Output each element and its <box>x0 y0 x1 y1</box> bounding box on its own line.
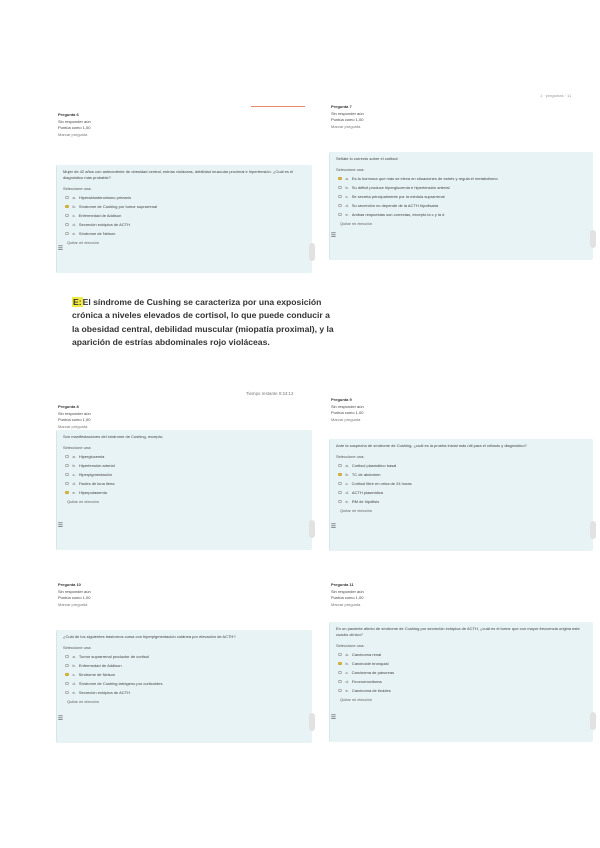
option-text: Cortisol libre en orina de 24 horas <box>351 481 412 486</box>
answer-option[interactable] <box>65 470 312 479</box>
question-status: Sin responder aún <box>58 118 91 124</box>
clear-choice-link[interactable]: Quitar mi elección <box>340 697 373 702</box>
question-points: Puntúa como 1,00 <box>58 595 91 601</box>
radio-button[interactable] <box>65 232 69 236</box>
question-10-screenshot <box>56 582 312 743</box>
option-text: Secreción ectópica de ACTH <box>78 222 130 227</box>
answer-option[interactable] <box>338 479 593 488</box>
answer-option[interactable] <box>338 192 593 201</box>
radio-button[interactable] <box>338 689 342 693</box>
option-letter: d. <box>345 203 349 208</box>
radio-button[interactable] <box>65 682 69 686</box>
question-6-screenshot <box>56 112 312 273</box>
option-text: Hiperglucemia <box>78 454 105 459</box>
question-title: Pregunta 9 <box>331 397 352 402</box>
option-letter: a. <box>345 652 349 657</box>
answer-option[interactable] <box>338 497 593 506</box>
clear-choice-link[interactable]: Quitar mi elección <box>67 699 100 704</box>
clear-choice-link[interactable]: Quitar mi elección <box>67 240 100 245</box>
radio-button[interactable] <box>338 491 342 495</box>
question-text: Señale lo correcto sobre el cortisol: <box>336 156 399 161</box>
flag-question-link[interactable]: Marcar pregunta <box>331 601 361 607</box>
option-text: Se secreta principalmente por la médula suprarrenal <box>351 194 445 199</box>
option-letter: a. <box>72 454 76 459</box>
question-meta <box>329 397 593 423</box>
radio-button[interactable] <box>338 653 342 657</box>
question-title: Pregunta 11 <box>331 582 354 587</box>
option-letter: b. <box>72 204 76 209</box>
question-title: Pregunta 10 <box>58 582 81 587</box>
question-meta <box>56 582 312 608</box>
option-text: Tumor suprarrenal productor de cortisol <box>78 654 149 659</box>
option-text: Secreción ectópica de ACTH <box>78 690 130 695</box>
answer-option[interactable] <box>338 686 593 695</box>
list-icon[interactable]: ☰ <box>330 524 337 530</box>
radio-button[interactable] <box>338 186 342 190</box>
answer-option[interactable] <box>65 688 312 697</box>
select-label: Seleccione una: <box>336 454 365 459</box>
option-text: Carcinoma renal <box>351 652 382 657</box>
answer-option[interactable] <box>65 670 312 679</box>
question-box <box>329 439 593 551</box>
option-letter: b. <box>72 463 76 468</box>
explanation-text: El síndrome de Cushing se caracteriza por una exposición crónica a niveles elevados de cortisol, lo que puede conducir a la obesidad central, debilidad muscular (miopatía proximal), y la aparición de estrías abdominales rojo violáceas. <box>72 297 334 347</box>
radio-button[interactable] <box>65 664 69 668</box>
radio-button[interactable] <box>338 482 342 486</box>
select-label: Seleccione una: <box>63 186 92 191</box>
option-letter: d. <box>345 679 349 684</box>
select-label: Seleccione una: <box>336 643 365 648</box>
radio-button[interactable] <box>338 500 342 504</box>
select-label: Seleccione una: <box>63 445 92 450</box>
radio-button[interactable] <box>338 671 342 675</box>
option-letter: e. <box>345 688 349 693</box>
radio-button[interactable] <box>338 473 342 477</box>
question-7-screenshot <box>329 104 593 260</box>
answer-option[interactable] <box>338 650 593 659</box>
radio-button[interactable] <box>65 214 69 218</box>
flag-question-link[interactable]: Marcar pregunta <box>331 416 361 422</box>
radio-button[interactable] <box>338 204 342 208</box>
option-letter: b. <box>72 663 76 668</box>
radio-button[interactable] <box>338 662 342 666</box>
radio-button[interactable] <box>65 464 69 468</box>
option-letter: c. <box>345 481 349 486</box>
option-text: Síndrome de Nelson <box>78 231 116 236</box>
radio-button[interactable] <box>65 673 69 677</box>
radio-button[interactable] <box>338 464 342 468</box>
option-text: Carcinoide bronquial <box>351 661 389 666</box>
question-status: Sin responder aún <box>331 110 364 116</box>
question-title: Pregunta 6 <box>58 112 79 117</box>
option-text: Hiperpigmentación <box>78 472 112 477</box>
answer-options <box>57 193 312 238</box>
option-letter: a. <box>345 463 349 468</box>
page-info: 1 · preguntas · 11 <box>540 93 572 98</box>
flag-question-link[interactable]: Marcar pregunta <box>58 423 88 429</box>
clear-choice-link[interactable]: Quitar mi elección <box>67 499 100 504</box>
explanation-letter: E: <box>73 297 82 307</box>
question-meta <box>56 112 312 138</box>
option-letter: c. <box>345 670 349 675</box>
option-letter: e. <box>345 499 349 504</box>
answer-option[interactable] <box>65 652 312 661</box>
scroll-handle[interactable] <box>590 521 596 539</box>
radio-button[interactable] <box>65 196 69 200</box>
option-text: Enfermedad de Addison <box>78 663 122 668</box>
question-box <box>56 430 312 550</box>
option-text: Hipertensión arterial <box>78 463 115 468</box>
answer-option[interactable] <box>338 677 593 686</box>
answer-option[interactable] <box>65 488 312 497</box>
flag-question-link[interactable]: Marcar pregunta <box>331 123 361 129</box>
radio-button[interactable] <box>65 473 69 477</box>
scroll-handle[interactable] <box>309 713 315 731</box>
option-letter: c. <box>345 194 349 199</box>
answer-option[interactable] <box>338 174 593 183</box>
radio-button[interactable] <box>65 691 69 695</box>
question-text: En un paciente afecto de síndrome de Cushing por secreción ectópica de ACTH, ¿cuál es el tumor que con mayor frecuencia origina este cuadro clínico? <box>336 626 580 637</box>
answer-option[interactable] <box>338 183 593 192</box>
question-text: Mujer de 42 años con antecedente de obesidad central, estrías violáceas, debilidad muscular proximal e hipertensión. ¿Cuál es el diagnóstico más probable? <box>63 169 294 180</box>
question-meta <box>56 404 312 430</box>
question-title: Pregunta 8 <box>58 404 79 409</box>
answer-options <box>330 461 593 506</box>
option-letter: d. <box>345 490 349 495</box>
option-letter: b. <box>345 661 349 666</box>
radio-button[interactable] <box>338 680 342 684</box>
radio-button[interactable] <box>338 177 342 181</box>
option-text: Hiperpotasemia <box>78 490 107 495</box>
scroll-handle[interactable] <box>590 712 596 730</box>
option-letter: a. <box>345 176 349 181</box>
question-text: Ante la sospecha de síndrome de Cushing, ¿cuál es la prueba inicial más útil para el cribado y diagnóstico? <box>336 443 527 448</box>
question-text: ¿Cuál de los siguientes trastornos cursa con hiperpigmentación cutánea por elevación de ACTH? <box>63 634 236 639</box>
option-letter: a. <box>72 195 76 200</box>
question-meta <box>329 104 593 130</box>
option-text: Su secreción no depende de la ACTH hipofisaria <box>351 203 439 208</box>
option-letter: c. <box>72 672 76 677</box>
question-8-screenshot <box>56 404 312 550</box>
question-box <box>329 152 593 260</box>
option-letter: e. <box>72 231 76 236</box>
question-text: Son manifestaciones del síndrome de Cushing, excepto: <box>63 434 164 439</box>
question-11-screenshot <box>329 582 593 742</box>
option-text: Feocromocitoma <box>351 679 382 684</box>
answer-option[interactable] <box>65 193 312 202</box>
option-letter: a. <box>72 654 76 659</box>
answer-option[interactable] <box>65 479 312 488</box>
option-text: Síndrome de Cushing por tumor suprarrenal <box>78 204 158 209</box>
clear-choice-link[interactable]: Quitar mi elección <box>340 221 373 226</box>
option-letter: b. <box>345 472 349 477</box>
option-letter: c. <box>72 472 76 477</box>
answer-option[interactable] <box>338 668 593 677</box>
answer-option[interactable] <box>65 661 312 670</box>
answer-option[interactable] <box>65 229 312 238</box>
radio-button[interactable] <box>65 455 69 459</box>
question-box <box>329 622 593 742</box>
answer-option[interactable] <box>65 211 312 220</box>
option-letter: d. <box>72 481 76 486</box>
answer-option[interactable] <box>65 202 312 211</box>
answer-options <box>330 650 593 695</box>
answer-option[interactable] <box>65 220 312 229</box>
question-points: Puntúa como 1,00 <box>58 417 91 423</box>
option-text: Síndrome de Nelson <box>78 672 116 677</box>
timer: Tiempo restante 0:24:12 <box>246 391 294 396</box>
option-text: Hiperaldosteronismo primario <box>78 195 132 200</box>
option-text: Su déficit produce hiperglucemia e hipertensión arterial <box>351 185 450 190</box>
option-text: Cortisol plasmático basal <box>351 463 397 468</box>
list-icon[interactable]: ☰ <box>57 716 64 722</box>
radio-button[interactable] <box>65 482 69 486</box>
question-title: Pregunta 7 <box>331 104 352 109</box>
answer-option[interactable] <box>338 210 593 219</box>
option-text: Ambas respuestas son correctas, excepto la c y la d <box>351 212 445 217</box>
question-status: Sin responder aún <box>58 410 91 416</box>
answer-option[interactable] <box>338 470 593 479</box>
option-text: Es la hormona que más se eleva en situaciones de estrés y regula el metabolismo <box>351 176 498 181</box>
answer-options <box>57 652 312 697</box>
question-points: Puntúa como 1,00 <box>331 410 364 416</box>
answer-option[interactable] <box>338 659 593 668</box>
option-letter: d. <box>72 681 76 686</box>
list-icon[interactable]: ☰ <box>330 233 337 239</box>
select-label: Seleccione una: <box>336 167 365 172</box>
question-meta <box>329 582 593 608</box>
clear-choice-link[interactable]: Quitar mi elección <box>340 508 373 513</box>
answer-option[interactable] <box>65 461 312 470</box>
scroll-handle[interactable] <box>309 243 315 261</box>
flag-question-link[interactable]: Marcar pregunta <box>58 601 88 607</box>
option-text: Carcinoma de tiroides <box>351 688 391 693</box>
question-status: Sin responder aún <box>58 588 91 594</box>
list-icon[interactable]: ☰ <box>57 523 64 529</box>
answer-options <box>330 174 593 219</box>
option-letter: e. <box>72 690 76 695</box>
answer-option[interactable] <box>338 461 593 470</box>
answer-option[interactable] <box>65 452 312 461</box>
option-text: RM de hipófisis <box>351 499 380 504</box>
radio-button[interactable] <box>338 213 342 217</box>
option-text: Enfermedad de Addison <box>78 213 122 218</box>
option-letter: c. <box>72 213 76 218</box>
radio-button[interactable] <box>65 205 69 209</box>
option-text: ACTH plasmática <box>351 490 383 495</box>
list-icon[interactable]: ☰ <box>57 246 64 252</box>
radio-button[interactable] <box>65 655 69 659</box>
option-letter: e. <box>345 212 349 217</box>
option-text: Facies de luna llena <box>78 481 115 486</box>
option-text: Síndrome de Cushing iatrógeno por corticoides <box>78 681 163 686</box>
option-text: TC de abdomen <box>351 472 381 477</box>
option-letter: d. <box>72 222 76 227</box>
question-box <box>56 630 312 743</box>
option-letter: b. <box>345 185 349 190</box>
flag-question-link[interactable]: Marcar pregunta <box>58 131 88 137</box>
explanation <box>72 296 334 349</box>
radio-button[interactable] <box>65 223 69 227</box>
answer-option[interactable] <box>338 488 593 497</box>
question-box <box>56 165 312 273</box>
question-status: Sin responder aún <box>331 588 364 594</box>
question-points: Puntúa como 1,00 <box>58 125 91 131</box>
answer-options <box>57 452 312 497</box>
radio-button[interactable] <box>338 195 342 199</box>
question-points: Puntúa como 1,00 <box>331 117 364 123</box>
radio-button[interactable] <box>65 491 69 495</box>
option-letter: e. <box>72 490 76 495</box>
select-label: Seleccione una: <box>63 645 92 650</box>
answer-option[interactable] <box>338 201 593 210</box>
accent-line <box>251 106 305 107</box>
question-status: Sin responder aún <box>331 403 364 409</box>
scroll-handle[interactable] <box>590 230 596 248</box>
list-icon[interactable]: ☰ <box>330 715 337 721</box>
scroll-handle[interactable] <box>309 520 315 538</box>
answer-option[interactable] <box>65 679 312 688</box>
option-text: Carcinoma de páncreas <box>351 670 395 675</box>
question-points: Puntúa como 1,00 <box>331 595 364 601</box>
question-9-screenshot <box>329 397 593 551</box>
